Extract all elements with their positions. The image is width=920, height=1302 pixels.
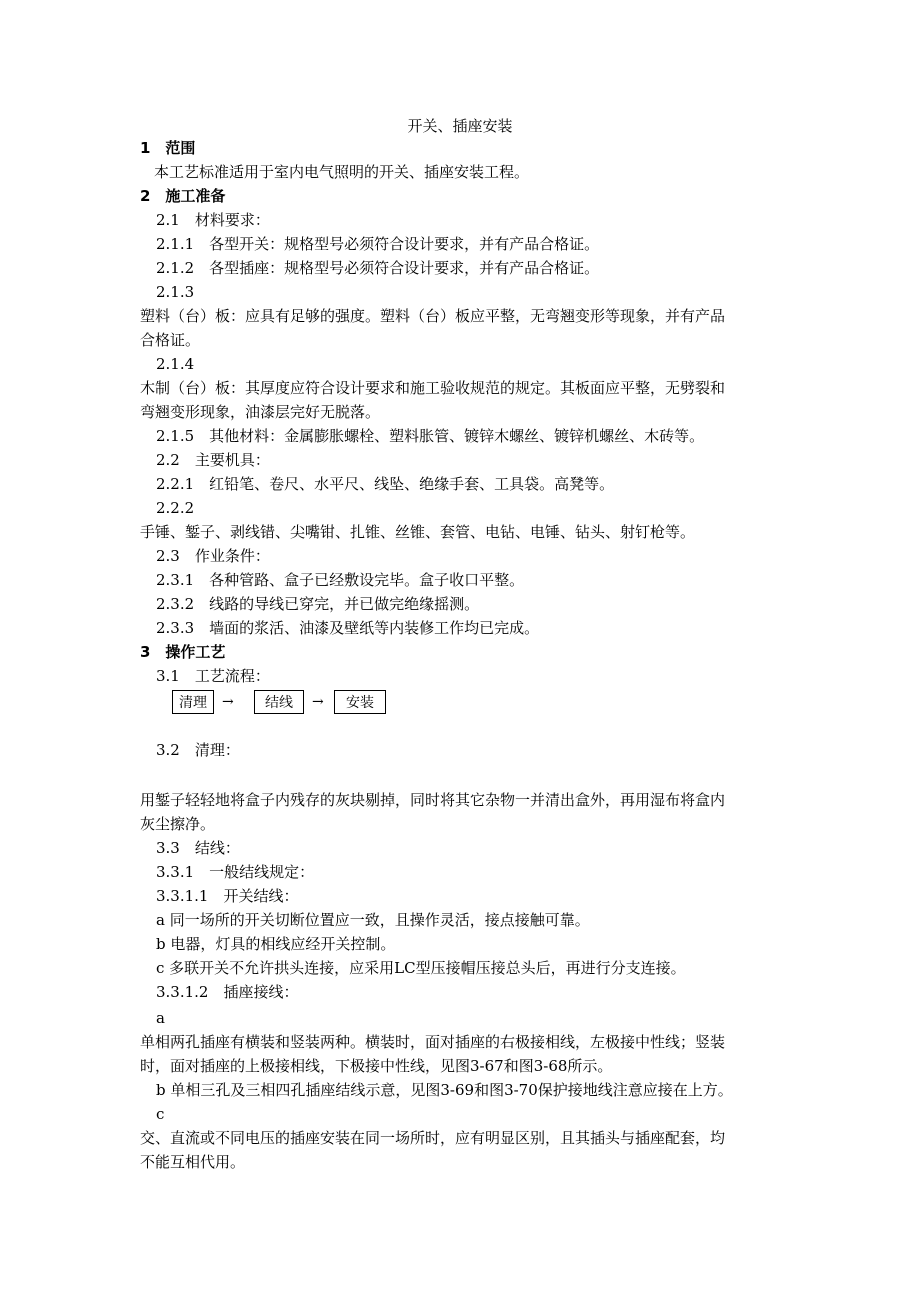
paragraph: 用錾子轻轻地将盒子内残存的灰块剔掉，同时将其它杂物一并清出盒外，再用湿布将盒内: [140, 791, 726, 809]
list-item: a 同一场所的开关切断位置应一致，且操作灵活，接点接触可靠。: [156, 911, 590, 929]
paragraph: 交、直流或不同电压的插座安装在同一场所时，应有明显区别，且其插头与插座配套，均: [140, 1129, 726, 1147]
subsection-heading: 3.3.1.1 开关结线：: [156, 887, 299, 905]
list-item: 2.1.1 各型开关：规格型号必须符合设计要求，并有产品合格证。: [156, 235, 600, 253]
subsection-heading: 3.3 结线：: [156, 839, 240, 857]
paragraph: 合格证。: [140, 331, 201, 349]
subsection-heading: 3.2 清理：: [156, 741, 240, 759]
paragraph: 不能互相代用。: [140, 1153, 246, 1171]
paragraph: 本工艺标准适用于室内电气照明的开关、插座安装工程。: [154, 163, 530, 181]
list-item: b 单相三孔及三相四孔插座结线示意，见图3-69和图3-70保护接地线注意应接在上方。: [156, 1081, 733, 1099]
subsection-heading: 3.3.1.2 插座接线：: [156, 983, 299, 1001]
paragraph: 弯翘变形现象，油漆层完好无脱落。: [140, 403, 381, 421]
list-item-letter: a: [156, 1009, 165, 1027]
list-item: 2.1.5 其他材料：金属膨胀螺栓、塑料胀管、镀锌木螺丝、镀锌机螺丝、木砖等。: [156, 427, 705, 445]
flow-arrow: →: [222, 694, 234, 710]
list-item-letter: c: [156, 1105, 165, 1123]
list-item: c 多联开关不允许拱头连接，应采用LC型压接帽压接总头后，再进行分支连接。: [156, 959, 686, 977]
list-item-number: 2.2.2: [156, 499, 195, 517]
paragraph: 塑料（台）板：应具有足够的强度。塑料（台）板应平整，无弯翘变形等现象，并有产品: [140, 307, 726, 325]
subsection-heading: 2.2 主要机具：: [156, 451, 270, 469]
flow-arrow: →: [312, 694, 324, 710]
flow-step-wiring: 结线: [254, 690, 304, 714]
list-item-number: 2.1.4: [156, 355, 195, 373]
subsection-heading: 2.1 材料要求：: [156, 211, 270, 229]
paragraph: 木制（台）板：其厚度应符合设计要求和施工验收规范的规定。其板面应平整，无劈裂和: [140, 379, 726, 397]
list-item: 2.1.2 各型插座：规格型号必须符合设计要求，并有产品合格证。: [156, 259, 600, 277]
paragraph: 灰尘擦净。: [140, 815, 216, 833]
section-heading: 3 操作工艺: [140, 643, 226, 661]
paragraph: 手锤、錾子、剥线错、尖嘴钳、扎锥、丝锥、套管、电钻、电锤、钻头、射钉枪等。: [140, 523, 696, 541]
section-heading: 1 范围: [140, 139, 196, 157]
subsection-heading: 3.3.1 一般结线规定：: [156, 863, 315, 881]
paragraph: 时，面对插座的上极接相线，下极接中性线，见图3-67和图3-68所示。: [140, 1057, 613, 1075]
list-item: 2.3.2 线路的导线已穿完，并已做完绝缘摇测。: [156, 595, 480, 613]
paragraph: 单相两孔插座有横装和竖装两种。横装时，面对插座的右极接相线，左极接中性线；竖装: [140, 1033, 726, 1051]
list-item: 2.3.1 各种管路、盒子已经敷设完毕。盒子收口平整。: [156, 571, 525, 589]
flow-step-clean: 清理: [172, 690, 214, 714]
subsection-heading: 2.3 作业条件：: [156, 547, 270, 565]
list-item: 2.2.1 红铅笔、卷尺、水平尺、线坠、绝缘手套、工具袋。高凳等。: [156, 475, 615, 493]
section-heading: 2 施工准备: [140, 187, 226, 205]
document-title: 开关、插座安装: [407, 117, 513, 135]
list-item-number: 2.1.3: [156, 283, 195, 301]
subsection-heading: 3.1 工艺流程：: [156, 667, 270, 685]
list-item: 2.3.3 墙面的浆活、油漆及壁纸等内装修工作均已完成。: [156, 619, 540, 637]
list-item: b 电器，灯具的相线应经开关控制。: [156, 935, 396, 953]
flow-step-install: 安装: [334, 690, 386, 714]
